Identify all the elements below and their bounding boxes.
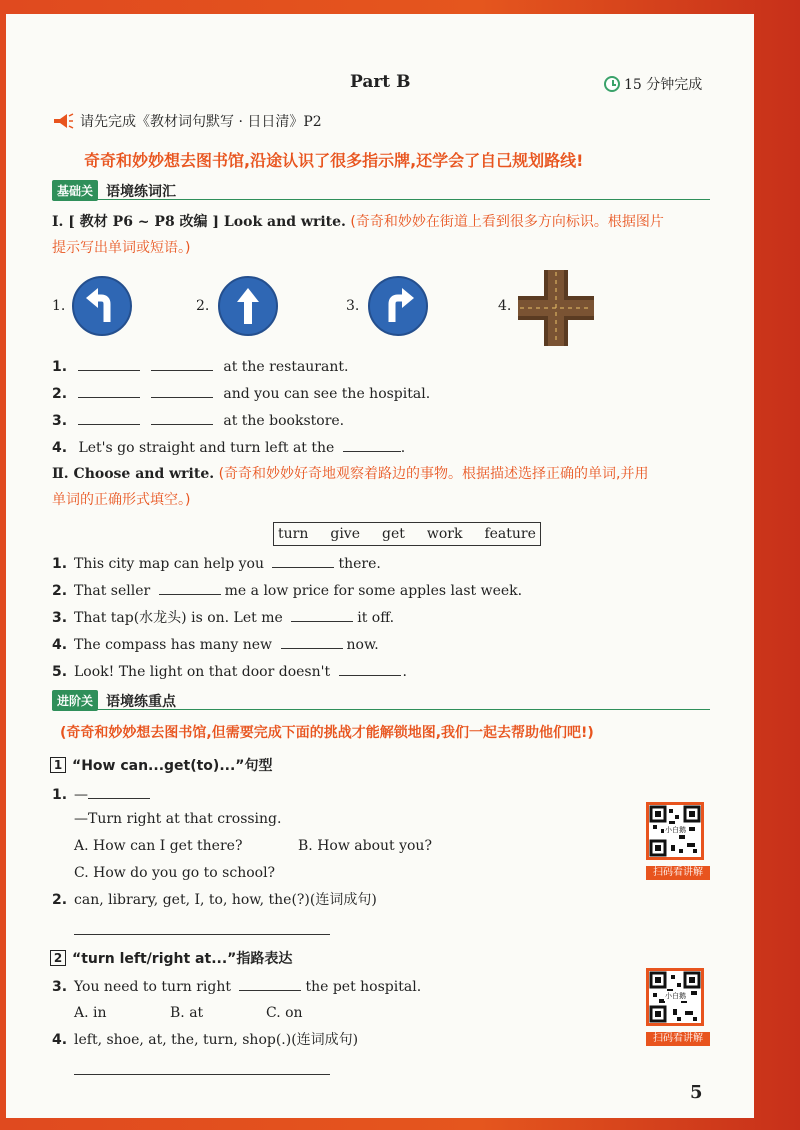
option-b[interactable]: B. How about you? xyxy=(298,838,432,854)
part2-note2: 单词的正确形式填空。) xyxy=(52,492,191,508)
crossing-sign-icon xyxy=(518,270,594,346)
section-advanced-header xyxy=(52,690,176,711)
item-number: 2. xyxy=(52,583,68,599)
item-number: 3. xyxy=(52,610,68,626)
item-text: This city map can help you xyxy=(74,556,265,572)
q2-title: “turn left/right at...”指路表达 xyxy=(72,951,293,967)
answer-blank[interactable] xyxy=(343,437,401,452)
answer-blank[interactable] xyxy=(78,410,140,425)
page-number: 5 xyxy=(690,1082,703,1103)
answer-blank[interactable] xyxy=(151,356,213,371)
item-text: . xyxy=(400,440,406,456)
timer xyxy=(604,74,702,94)
item-text: That seller xyxy=(74,583,151,599)
section2-intro: (奇奇和妙妙想去图书馆,但需要完成下面的挑战才能解锁地图,我们一起去帮助他们吧!) xyxy=(60,725,594,741)
answer-blank[interactable] xyxy=(88,784,150,799)
go-straight-sign-icon xyxy=(218,276,278,336)
part1-item-4 xyxy=(52,437,405,458)
q1-title: “How can...get(to)...”句型 xyxy=(72,758,273,774)
part2-item-4 xyxy=(52,634,379,655)
q2-item-4 xyxy=(52,1030,358,1050)
item-number: 2. xyxy=(52,386,68,402)
answer-blank[interactable] xyxy=(291,607,353,622)
item-number: 2. xyxy=(52,892,68,908)
answer-blank[interactable] xyxy=(239,976,301,991)
item-text: Look! The light on that door doesn't xyxy=(74,664,331,680)
answer-line[interactable] xyxy=(74,934,330,935)
answer-blank[interactable] xyxy=(339,661,401,676)
timer-text: 15 分钟完成 xyxy=(624,77,703,93)
sign-label: 4. xyxy=(498,298,512,314)
item-text: at the restaurant. xyxy=(223,359,349,375)
page-title: Part B xyxy=(350,72,411,92)
q1-item-1 xyxy=(52,784,150,805)
part2-item-3 xyxy=(52,607,394,628)
item-number: 1. xyxy=(52,556,68,572)
answer-blank[interactable] xyxy=(151,410,213,425)
sign-label: 2. xyxy=(196,298,210,314)
answer-blank[interactable] xyxy=(78,383,140,398)
q1-item-2 xyxy=(52,890,377,910)
section-basic-tag: 基础关 xyxy=(52,180,98,201)
answer-blank[interactable] xyxy=(159,580,221,595)
part2-item-2 xyxy=(52,580,522,601)
item-text: — xyxy=(74,787,88,803)
part2-item-1 xyxy=(52,553,381,574)
item-number: 3. xyxy=(52,413,68,429)
item-text: the pet hospital. xyxy=(305,979,422,995)
answer-blank[interactable] xyxy=(281,634,343,649)
item-text: there. xyxy=(338,556,381,572)
part1-item-1 xyxy=(52,356,348,377)
q2-item-3 xyxy=(52,976,421,997)
item-text: left, shoe, at, the, turn, shop(.)(连词成句) xyxy=(74,1032,359,1048)
part1-heading xyxy=(52,212,664,232)
part2-note1: (奇奇和妙妙好奇地观察着路边的事物。根据描述选择正确的单词,并用 xyxy=(218,466,649,482)
qr-code[interactable] xyxy=(646,802,704,860)
section-divider xyxy=(52,199,710,200)
qr-label: 扫码看讲解 xyxy=(646,866,710,880)
word-bank-item: feature xyxy=(484,526,536,542)
q2-number-box: 2 xyxy=(50,950,66,966)
section-advanced-title: 语境练重点 xyxy=(106,693,177,710)
answer-blank[interactable] xyxy=(78,356,140,371)
part2-heading xyxy=(52,464,649,484)
option-c[interactable]: C. on xyxy=(266,1005,303,1021)
prerequisite-note xyxy=(52,111,322,131)
section-divider xyxy=(52,709,710,710)
item-number: 4. xyxy=(52,1032,68,1048)
part1-head: Ⅰ. [ 教材 P6 ~ P8 改编 ] Look and write. xyxy=(52,214,346,230)
item-text: now. xyxy=(346,637,379,653)
option-b[interactable]: B. at xyxy=(170,1005,204,1021)
q1-header xyxy=(50,755,272,775)
sign-label: 1. xyxy=(52,298,66,314)
sign-label: 3. xyxy=(346,298,360,314)
word-bank-item: get xyxy=(382,526,405,542)
part1-item-2 xyxy=(52,383,430,404)
item-number: 1. xyxy=(52,787,68,803)
option-a[interactable]: A. in xyxy=(74,1005,107,1021)
megaphone-icon xyxy=(52,113,74,129)
word-bank-item: give xyxy=(330,526,360,542)
item-number: 4. xyxy=(52,440,68,456)
q1-answer-line: —Turn right at that crossing. xyxy=(74,811,282,827)
turn-right-sign-icon xyxy=(368,276,428,336)
item-text: me a low price for some apples last week. xyxy=(224,583,523,599)
qr-label: 扫码看讲解 xyxy=(646,1032,710,1046)
item-text: and you can see the hospital. xyxy=(223,386,431,402)
section-basic-title: 语境练词汇 xyxy=(106,183,177,200)
answer-line[interactable] xyxy=(74,1074,330,1075)
item-text: The compass has many new xyxy=(74,637,273,653)
part2-head: Ⅱ. Choose and write. xyxy=(52,466,215,482)
word-bank-item: work xyxy=(426,526,463,542)
item-text: it off. xyxy=(357,610,395,626)
word-bank-item: turn xyxy=(278,526,309,542)
part1-item-3 xyxy=(52,410,344,431)
part1-note2: 提示写出单词或短语。) xyxy=(52,240,191,256)
item-number: 3. xyxy=(52,979,68,995)
section-advanced-tag: 进阶关 xyxy=(52,690,98,711)
intro-text: 奇奇和妙妙想去图书馆,沿途认识了很多指示牌,还学会了自己规划路线! xyxy=(84,151,584,170)
item-text: That tap(水龙头) is on. Let me xyxy=(74,610,283,626)
option-a[interactable]: A. How can I get there? xyxy=(74,838,243,854)
item-text: at the bookstore. xyxy=(223,413,345,429)
answer-blank[interactable] xyxy=(151,383,213,398)
turn-left-sign-icon xyxy=(72,276,132,336)
qr-code[interactable] xyxy=(646,968,704,1026)
clock-icon xyxy=(604,76,620,92)
q1-number-box: 1 xyxy=(50,757,66,773)
section-basic-header xyxy=(52,180,176,201)
option-c[interactable]: C. How do you go to school? xyxy=(74,865,276,881)
part2-item-5 xyxy=(52,661,407,682)
item-text: You need to turn right xyxy=(74,979,232,995)
part1-note1: (奇奇和妙妙在街道上看到很多方向标识。根据图片 xyxy=(350,214,664,230)
prerequisite-text: 请先完成《教材词句默写 · 日日清》P2 xyxy=(80,114,322,130)
q2-header xyxy=(50,948,292,968)
word-bank xyxy=(273,522,541,546)
item-text: can, library, get, I, to, how, the(?)(连词成句) xyxy=(74,892,377,908)
item-text: . xyxy=(402,664,407,680)
qr-caption: 小白鹅 xyxy=(665,826,686,834)
qr-caption: 小白鹅 xyxy=(665,992,686,1000)
item-number: 5. xyxy=(52,664,68,680)
item-number: 4. xyxy=(52,637,68,653)
item-number: 1. xyxy=(52,359,68,375)
item-text: Let's go straight and turn left at the xyxy=(78,440,335,456)
answer-blank[interactable] xyxy=(272,553,334,568)
